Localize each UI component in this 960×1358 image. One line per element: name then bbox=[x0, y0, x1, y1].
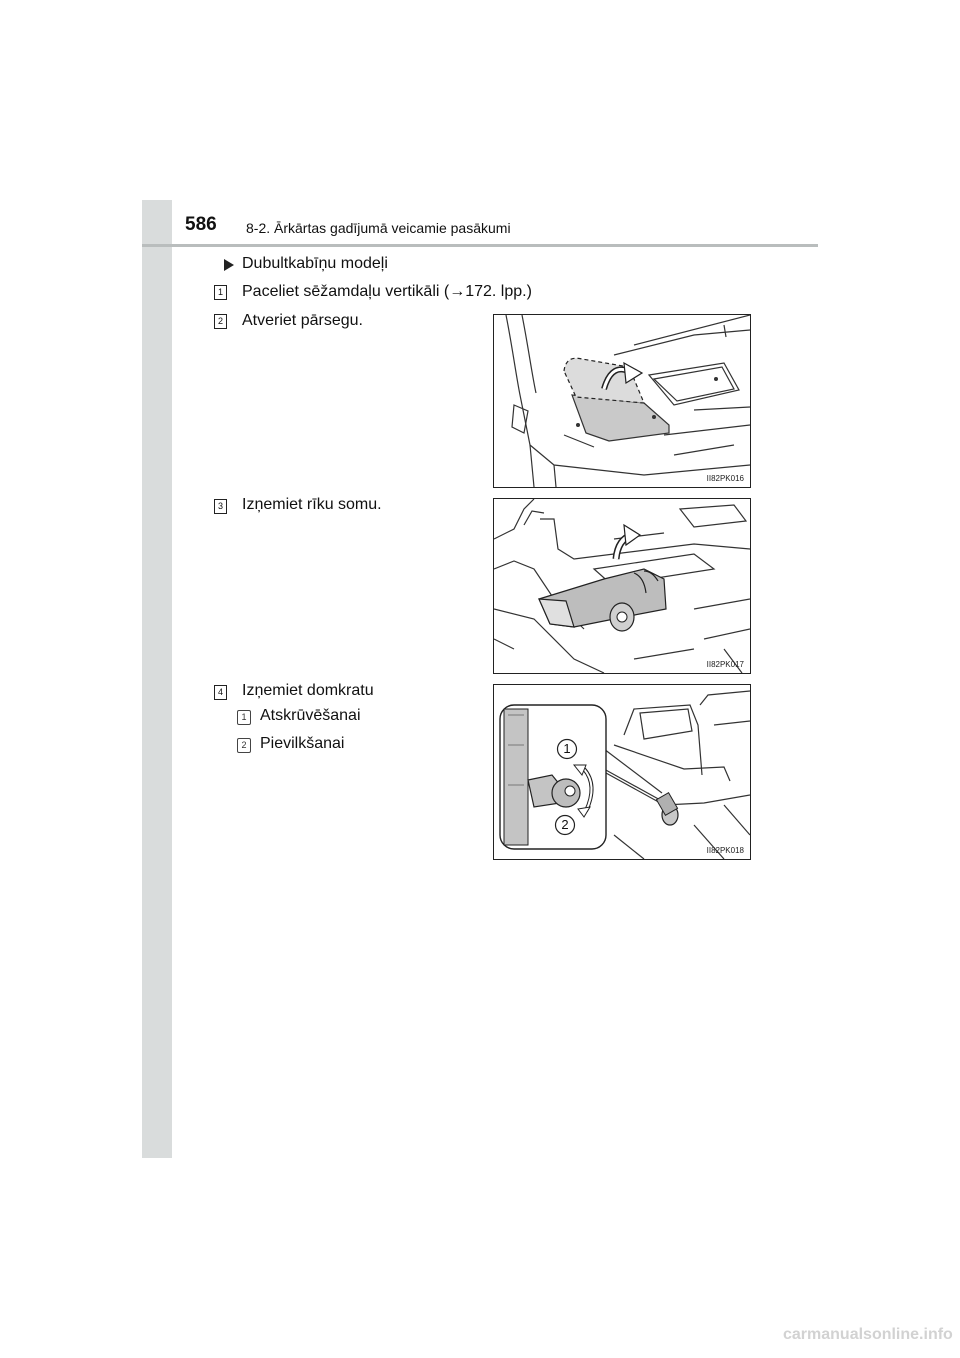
step-1-text: Paceliet sēžamdaļu vertikāli (→172. lpp.) bbox=[242, 283, 532, 300]
figure-seat-cover bbox=[493, 314, 751, 488]
figure-jack-illustration bbox=[494, 685, 750, 859]
triangle-right-icon bbox=[224, 259, 234, 271]
step-4-text: Izņemiet domkratu bbox=[242, 682, 374, 699]
callout-1-label: 1 bbox=[563, 741, 571, 756]
watermark: carmanualsonline.info bbox=[783, 1326, 953, 1343]
section-title: 8-2. Ārkārtas gadījumā veicamie pasākumi bbox=[246, 220, 511, 236]
figure-tool-bag bbox=[493, 498, 751, 674]
figure-jack bbox=[493, 684, 751, 860]
callout-2-label: 2 bbox=[561, 817, 569, 832]
step-3-badge: 3 bbox=[214, 499, 227, 514]
sub-step-1-text: Atskrūvēšanai bbox=[260, 707, 361, 724]
sub-step-1-badge: 1 bbox=[237, 710, 251, 725]
sub-step-2-text: Pievilkšanai bbox=[260, 735, 345, 752]
page-number: 586 bbox=[185, 214, 217, 235]
step-1-badge: 1 bbox=[214, 285, 227, 300]
figure-tool-bag-illustration bbox=[494, 499, 750, 673]
step-2-badge: 2 bbox=[214, 314, 227, 329]
figure-2-code: II82PK017 bbox=[706, 660, 744, 669]
step-2-text: Atveriet pārsegu. bbox=[242, 312, 363, 329]
model-heading: Dubultkabīņu modeļi bbox=[242, 255, 388, 272]
side-band bbox=[142, 200, 172, 1158]
figure-seat-cover-illustration bbox=[494, 315, 750, 487]
figure-3-code: II82PK018 bbox=[706, 846, 744, 855]
header-rule bbox=[142, 244, 818, 247]
step-4-badge: 4 bbox=[214, 685, 227, 700]
figure-1-code: II82PK016 bbox=[706, 474, 744, 483]
sub-step-2-badge: 2 bbox=[237, 738, 251, 753]
step-3-text: Izņemiet rīku somu. bbox=[242, 496, 382, 513]
